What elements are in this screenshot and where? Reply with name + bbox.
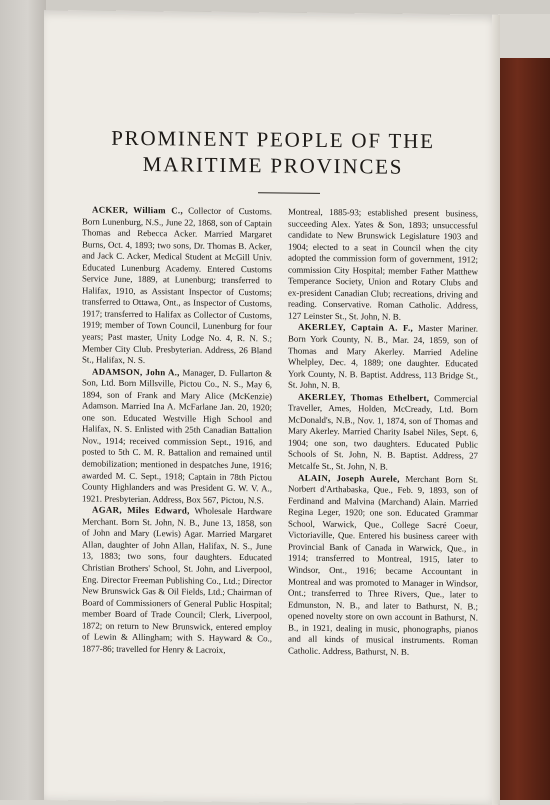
entry-text: Montreal, 1885-93; established present business, succeeding Alex. Yates & Son, 1893; unsuccessful candidate to New Brunswick Legislature 1903 and 1904; elected to a seat in Council when the city adopted the commission form of government, 1912; commission City Hospital; member Father Matthew Temperance Society, Union and Rotary Clubs and ex-president Canadian Club; recreations, driving and reading. Conservative. Roman Catholic. Address, 127 Leinster St., St. John, N. B. — [288, 206, 478, 322]
biography-entry — [288, 322, 478, 393]
biography-entry — [288, 472, 478, 659]
entry-text: Merchant Born St. Norbert d'Arthabaska, Que., Feb. 9, 1893, son of Ferdinand and Malvina (Marchand) Alain. Married Regina Leger, 1920; one son. Educated Grammar School, Warwick, Que., College Sacré Coeur, Victoriaville, Que. Entered his business career with Provincial Bank of Canada in Warwick, Que., in 1914; transferred to Montreal, 1915, later to Windsor, Ont., 1916; became Accountant in Montreal and was promoted to Manager in Windsor, Ont.; transferred to Three Rivers, Que., later to Edmunston, N. B., and later to Bathurst, N. B.; opened novelty store on own account in Bathurst, N. B., in 1921, dealing in music, phonographs, pianos and all kinds of musical instruments. Roman Catholic. Address, Bathurst, N. B. — [288, 473, 478, 657]
entry-name: ALAIN, Joseph Aurele, — [298, 472, 400, 484]
entry-text: Commercial Traveller, Ames, Holden, McCready, Ltd. Born McDonald's, N.B., Nov. 1, 1874, son of Thomas and Mary Akerley. Married Charity Isabel Niles, Sept. 6, 1904; one son, two daughters. Educated Public Schools of St. John, N. B. Baptist. Address, 27 Metcalfe St., St. John, N. B. — [288, 392, 479, 472]
biography-entry — [288, 391, 478, 474]
biography-entry — [82, 204, 272, 368]
biography-entry — [82, 505, 272, 657]
entry-text: Collector of Customs. Born Lunenburg, N.S., June 22, 1868, son of Captain Thomas and Rebecca Acker. Married Margaret Burns, Oct. 4, 1893; two sons, Dr. Thomas B. Acker, and Jack C. Acker, Medical Student at McGill Univ. Educated Lunenburg Academy. Entered Customs Service June, 1889, at Lunenburg; transferred to Halifax, 1910, as Assistant Inspector of Customs; transferred to Ottawa, Ont., as Inspector of Customs, 1917; transferred to Halifax as Collector of Customs, 1919; member of Town Council, Lunenburg for four years; Past master, Unity Lodge No. 4, R. N. S.; Member City Club. Presbyterian. Address, 26 Bland St., Halifax, N. S. — [82, 205, 273, 366]
entry-text: Manager, D. Fullarton & Son, Ltd. Born Millsville, Pictou Co., N. S., May 6, 1894, son of Frank and Mary Alice (McKenzie) Adamson. Married Ina A. McFarlane Jan. 20, 1920; one son. Educated Westville High School and Halifax, N. S. Enlisted with 25th Canadian Battalion Nov., 1914; received commission Sept., 1916, and posted to 5th C. M. R. Battalion and remained until demobilization; mentioned in despatches June, 1916; awarded M. C. Sept., 1918; Captain in 78th Pictou County Highlanders and was President G. W. V. A., 1921. Presbyterian. Address, Box 567, Pictou, N.S. — [82, 367, 272, 505]
biography-entry-continued — [288, 207, 478, 324]
entry-name: ACKER, William C., — [92, 204, 183, 216]
entry-name: ADAMSON, John A., — [92, 366, 180, 378]
page-title: PROMINENT PEOPLE OF THE MARITIME PROVINCES — [111, 125, 435, 179]
background-left — [0, 0, 46, 800]
title-divider — [258, 192, 320, 194]
entry-name: AGAR, Miles Edward, — [92, 504, 190, 516]
entry-text: Master Mariner. Born York County, N. B., Mar. 24, 1859, son of Thomas and Mary Akerley. Married Adeline Whelpley, Dec. 4, 1889; one daughter. Educated York County, N. B. Baptist. Address, 113 Bridge St., St. John, N. B. — [288, 323, 478, 391]
page-edge — [492, 15, 500, 805]
book-page — [44, 10, 500, 805]
left-column — [82, 204, 272, 656]
book-cover-spine — [498, 58, 550, 800]
biography-entry — [82, 366, 272, 507]
entry-name: AKERLEY, Captain A. F., — [298, 322, 413, 334]
entry-text: Wholesale Hardware Merchant. Born St. John, N. B., June 13, 1858, son of John and Mary (Lewis) Agar. Married Margaret Allan, daughter of John Allan, Halifax, N. S., June 13, 1883; two sons, four daughters. Educated Christian Brothers' School, St. John, and Liverpool, Eng. Director Freeman Publishing Co., Ltd.; Director New Brunswick Gas & Oil Fields, Ltd.; Chairman of Board of Commissioners of General Public Hospital; member Board of Trade Council; Clerk, Liverpool, 1872; on return to New Brunswick, entered employ of Lewin & Allingham; with S. Hayward & Co., 1877-86; travelled for Henry & Lacroix, — [82, 505, 272, 655]
entry-name: AKERLEY, Thomas Ethelbert, — [298, 391, 430, 403]
right-column — [288, 207, 478, 659]
